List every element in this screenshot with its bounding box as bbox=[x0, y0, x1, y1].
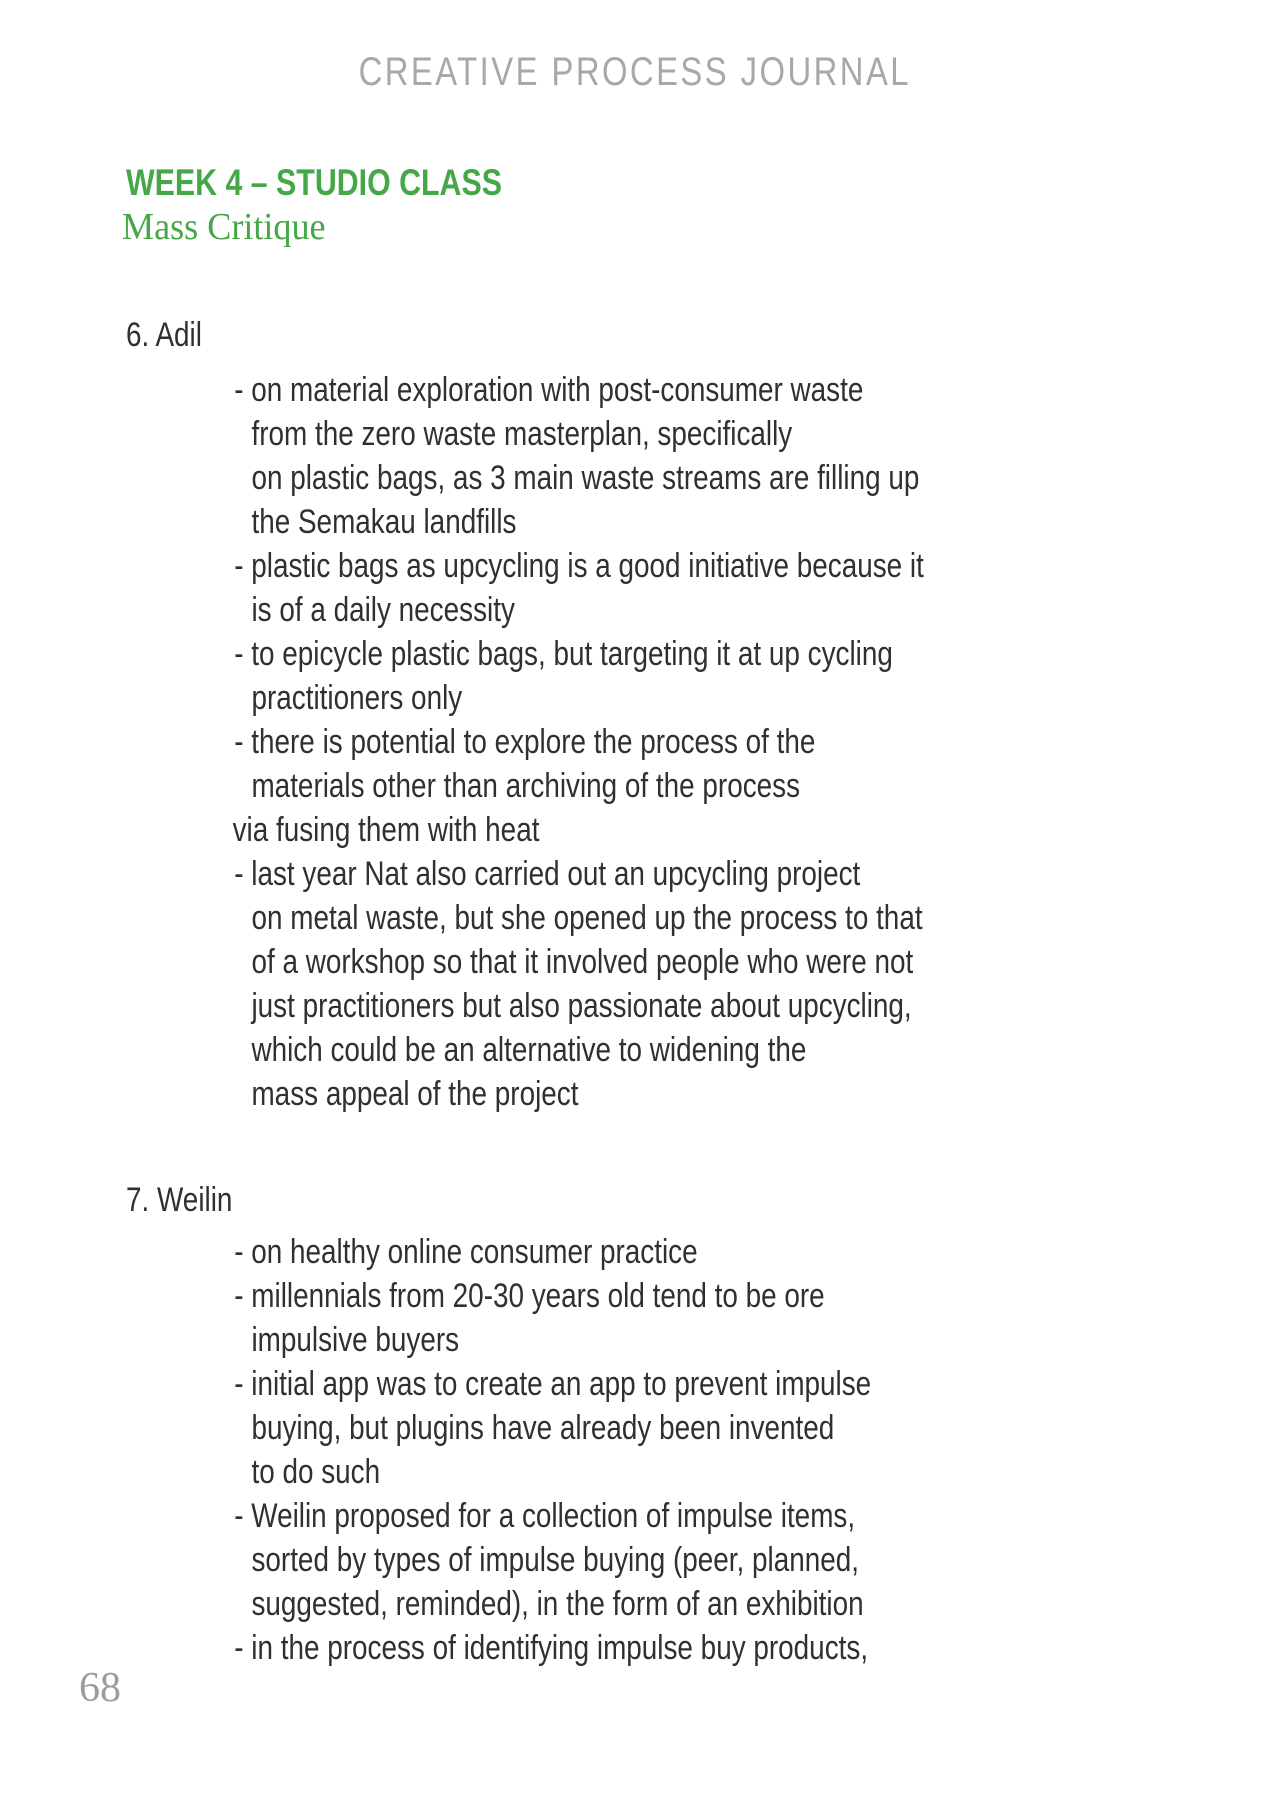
week-heading bbox=[126, 163, 584, 203]
section-weilin-heading: 7. Weilin bbox=[126, 1181, 233, 1219]
page-header bbox=[0, 50, 1269, 94]
page-number: 68 bbox=[79, 1665, 121, 1711]
note-line: practitioners only bbox=[251, 679, 463, 717]
note-line: - plastic bags as upcycling is a good initiative because it bbox=[234, 547, 924, 585]
note-line: suggested, reminded), in the form of an exhibition bbox=[251, 1585, 864, 1623]
note-line: is of a daily necessity bbox=[251, 591, 515, 629]
note-line: - in the process of identifying impulse buy products, bbox=[234, 1629, 869, 1667]
section-weilin-lines bbox=[126, 1230, 1269, 1670]
subtitle-label: Mass Critique bbox=[122, 206, 326, 248]
note-line: impulsive buyers bbox=[251, 1321, 460, 1359]
subtitle-mass-critique bbox=[122, 204, 336, 250]
page-header-title: CREATIVE PROCESS JOURNAL bbox=[358, 50, 911, 94]
note-line: to do such bbox=[251, 1453, 381, 1491]
note-line: buying, but plugins have already been invented bbox=[251, 1409, 835, 1447]
note-line: - on healthy online consumer practice bbox=[234, 1233, 698, 1271]
section-adil bbox=[126, 313, 1269, 1116]
note-line: - to epicycle plastic bags, but targeting it at up cycling bbox=[234, 635, 893, 673]
note-line: - on material exploration with post-consumer waste bbox=[234, 371, 864, 409]
note-line: sorted by types of impulse buying (peer, planned, bbox=[251, 1541, 860, 1579]
note-line: on plastic bags, as 3 main waste streams are filling up bbox=[251, 459, 920, 497]
note-line: - millennials from 20-30 years old tend to be ore bbox=[234, 1277, 825, 1315]
week-heading-label: WEEK 4 – STUDIO CLASS bbox=[126, 162, 502, 203]
note-line: just practitioners but also passionate about upcycling, bbox=[251, 987, 912, 1025]
note-line: the Semakau landfills bbox=[251, 503, 517, 541]
note-line: mass appeal of the project bbox=[251, 1075, 579, 1113]
note-line: which could be an alternative to widening the bbox=[251, 1031, 807, 1069]
note-line: via fusing them with heat bbox=[232, 811, 540, 849]
note-line: - initial app was to create an app to prevent impulse bbox=[234, 1365, 872, 1403]
section-adil-heading: 6. Adil bbox=[126, 316, 202, 354]
note-line: from the zero waste masterplan, specifically bbox=[251, 415, 793, 453]
section-adil-lines bbox=[126, 368, 1269, 1116]
note-line: on metal waste, but she opened up the process to that bbox=[251, 899, 923, 937]
note-line: - there is potential to explore the process of the bbox=[234, 723, 816, 761]
note-line: materials other than archiving of the process bbox=[251, 767, 801, 805]
note-line: of a workshop so that it involved people who were not bbox=[251, 943, 914, 981]
note-line: - Weilin proposed for a collection of impulse items, bbox=[234, 1497, 856, 1535]
section-weilin bbox=[126, 1178, 1269, 1670]
note-line: - last year Nat also carried out an upcycling project bbox=[234, 855, 861, 893]
